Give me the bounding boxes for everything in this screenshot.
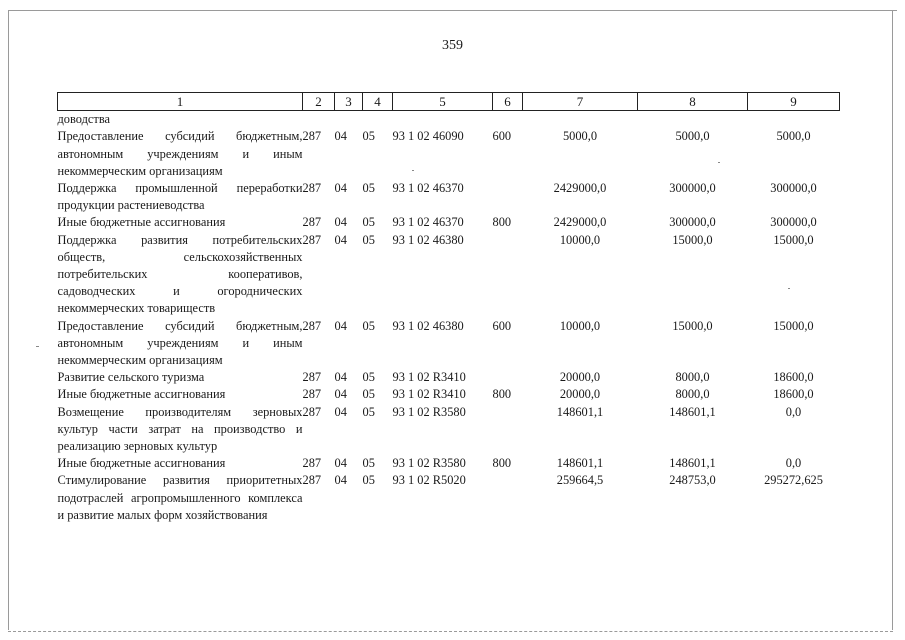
cell-expense-type: 800 [492, 215, 512, 230]
table-row [58, 404, 840, 456]
cell-amount-col8: 148601,1 [669, 404, 716, 419]
cell-admin-code: 287 [302, 456, 322, 471]
cell-amount-col7: 2429000,0 [553, 181, 607, 196]
cell-admin-code: 287 [302, 473, 322, 488]
table-row [58, 318, 840, 370]
table-row [58, 386, 840, 403]
table-row [58, 214, 840, 231]
row-name: доводства [57, 112, 111, 127]
cell-expense-type [493, 111, 523, 129]
cell-amount-col8: 300000,0 [669, 181, 716, 196]
column-header: 7 [523, 93, 638, 111]
cell-amount-col7: 20000,0 [559, 370, 601, 385]
cell-subsection [363, 111, 393, 129]
table-row [58, 180, 840, 214]
cell-amount-col8: 300000,0 [669, 215, 716, 230]
cell-target-article: 93 1 02 R3410 [392, 387, 466, 402]
cell-subsection: 05 [362, 318, 375, 333]
cell-target-article [393, 111, 493, 129]
row-name: Поддержка развития потребительских обществ, сельскохозяйственных потребительских кооперативов, садоводческих и огороднических некоммерческих товариществ [57, 232, 303, 316]
cell-target-article: 93 1 02 R3580 [392, 456, 466, 471]
cell-amount-col7 [523, 111, 638, 129]
cell-subsection: 05 [362, 473, 375, 488]
cell-amount-col7: 259664,5 [556, 473, 604, 488]
table-row [58, 232, 840, 318]
row-name: Иные бюджетные ассигнования [57, 456, 226, 471]
cell-admin-code: 287 [302, 318, 322, 333]
row-name: Поддержка промышленной переработки продукции растениеводства [57, 181, 303, 213]
cell-amount-col9: 15000,0 [773, 232, 814, 247]
cell-subsection: 05 [362, 129, 375, 144]
cell-section: 04 [334, 181, 347, 196]
cell-target-article: 93 1 02 46090 [392, 129, 464, 144]
page-frame-top [8, 10, 897, 11]
cell-amount-col8: 15000,0 [672, 232, 713, 247]
cell-amount-col9: 18600,0 [773, 387, 814, 402]
table-row [58, 111, 840, 129]
cell-amount-col9: 5000,0 [776, 129, 811, 144]
cell-expense-type [493, 472, 523, 524]
table-row [58, 369, 840, 386]
cell-expense-type [493, 180, 523, 214]
cell-amount-col8: 5000,0 [675, 129, 710, 144]
cell-amount-col9: 15000,0 [773, 318, 814, 333]
cell-target-article: 93 1 02 R3410 [392, 370, 466, 385]
cell-admin-code [303, 111, 335, 129]
row-name: Предоставление субсидий бюджетным, автономным учреждениям и иным некоммерческим организациям [57, 318, 303, 368]
row-name: Стимулирование развития приоритетных подотраслей агропромышленного комплекса и развитие малых форм хозяйствования [57, 473, 303, 522]
cell-admin-code: 287 [302, 404, 322, 419]
page-frame-right [892, 10, 893, 630]
cell-amount-col8: 148601,1 [669, 456, 716, 471]
cell-expense-type: 600 [492, 129, 512, 144]
cell-subsection: 05 [362, 404, 375, 419]
cell-amount-col7: 10000,0 [559, 232, 601, 247]
row-name: Предоставление субсидий бюджетным, автономным учреждениям и иным некоммерческим организациям [57, 129, 303, 178]
column-header: 2 [303, 93, 335, 111]
cell-section: 04 [334, 456, 347, 471]
cell-admin-code: 287 [302, 215, 322, 230]
cell-subsection: 05 [362, 181, 375, 196]
row-name: Возмещение производителям зерновых культур части затрат на производство и реализацию зерновых культур [57, 404, 303, 454]
table-header-row [58, 93, 840, 111]
cell-amount-col9: 300000,0 [770, 215, 817, 230]
cell-admin-code: 287 [302, 232, 322, 247]
cell-amount-col7: 148601,1 [556, 404, 604, 419]
cell-target-article: 93 1 02 R3580 [392, 404, 466, 419]
cell-amount-col7: 148601,1 [556, 456, 604, 471]
cell-amount-col7: 10000,0 [559, 318, 601, 333]
cell-amount-col8: 8000,0 [675, 370, 710, 385]
cell-target-article: 93 1 02 46370 [392, 215, 464, 230]
cell-amount-col8: 248753,0 [669, 473, 716, 488]
cell-section: 04 [334, 387, 347, 402]
column-header: 8 [638, 93, 748, 111]
cell-subsection: 05 [362, 215, 375, 230]
page-frame-bottom [8, 631, 893, 632]
table-row [58, 455, 840, 472]
column-header: 4 [363, 93, 393, 111]
cell-amount-col9: 0,0 [785, 404, 802, 419]
cell-amount-col8: 15000,0 [672, 318, 713, 333]
column-header: 5 [393, 93, 493, 111]
cell-amount-col7: 5000,0 [562, 129, 598, 144]
cell-target-article: 93 1 02 R5020 [392, 473, 466, 488]
row-name: Иные бюджетные ассигнования [57, 387, 226, 402]
cell-section: 04 [334, 473, 347, 488]
page-number: 359 [442, 38, 463, 53]
row-name: Развитие сельского туризма [57, 370, 205, 385]
cell-amount-col7: 20000,0 [559, 387, 601, 402]
column-header: 1 [58, 93, 303, 111]
cell-amount-col9: 18600,0 [773, 370, 814, 385]
budget-table [57, 92, 840, 524]
cell-section [335, 111, 363, 129]
cell-expense-type: 800 [492, 456, 512, 471]
cell-subsection: 05 [362, 456, 375, 471]
row-name: Иные бюджетные ассигнования [57, 215, 226, 230]
cell-admin-code: 287 [302, 370, 322, 385]
column-header: 6 [493, 93, 523, 111]
cell-amount-col9 [748, 111, 840, 129]
cell-section: 04 [334, 370, 347, 385]
cell-expense-type [493, 369, 523, 386]
cell-section: 04 [334, 318, 347, 333]
page-frame-left [8, 10, 9, 630]
cell-amount-col8: 8000,0 [675, 387, 710, 402]
scan-speck [36, 346, 39, 347]
cell-target-article: 93 1 02 46380 [392, 318, 464, 333]
table-row [58, 128, 840, 180]
table-row [58, 472, 840, 524]
cell-amount-col9: 300000,0 [770, 181, 817, 196]
cell-section: 04 [334, 404, 347, 419]
cell-subsection: 05 [362, 370, 375, 385]
cell-admin-code: 287 [302, 387, 322, 402]
cell-amount-col7: 2429000,0 [553, 215, 607, 230]
cell-target-article: 93 1 02 46380 [392, 232, 464, 247]
cell-section: 04 [334, 129, 347, 144]
cell-expense-type [493, 404, 523, 456]
cell-expense-type: 800 [492, 387, 512, 402]
cell-subsection: 05 [362, 387, 375, 402]
cell-amount-col8 [638, 111, 748, 129]
cell-target-article: 93 1 02 46370 [392, 181, 464, 196]
cell-expense-type [493, 232, 523, 318]
cell-amount-col9: 0,0 [785, 456, 802, 471]
cell-admin-code: 287 [302, 181, 322, 196]
cell-amount-col9: 295272,625 [764, 473, 823, 488]
cell-admin-code: 287 [302, 129, 322, 144]
cell-section: 04 [334, 215, 347, 230]
column-header: 3 [335, 93, 363, 111]
cell-subsection: 05 [362, 232, 375, 247]
cell-section: 04 [334, 232, 347, 247]
column-header: 9 [748, 93, 840, 111]
cell-expense-type: 600 [492, 318, 512, 333]
